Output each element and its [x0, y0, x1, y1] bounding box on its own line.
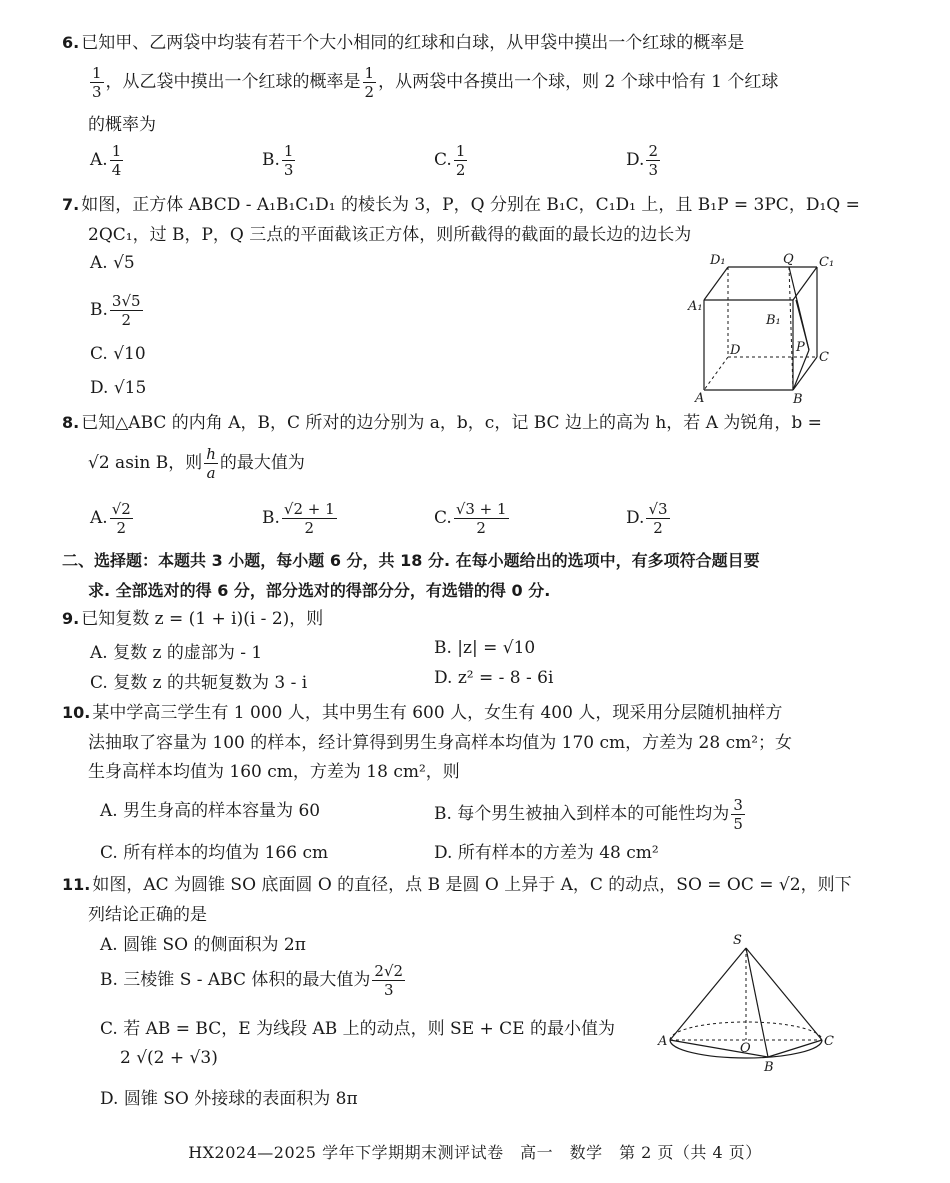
option-d: D. $\frac{√3}{2}$ [626, 500, 668, 537]
question-text: 的概率为 [88, 115, 156, 135]
label-q: Q [783, 252, 794, 267]
question-text: ，从乙袋中摸出一个红球的概率是 [105, 72, 361, 92]
label-c: C [824, 1034, 834, 1049]
fraction: $\frac{1}{2}$ [364, 64, 375, 101]
question-text: 如图，正方体 ABCD - A₁B₁C₁D₁ 的棱长为 3，P，Q 分别在 B₁C，C₁D₁ 上，且 B₁P = 3PC，D₁Q = [81, 195, 860, 215]
label-a: A [658, 1034, 668, 1049]
question-text: 生身高样本均值为 160 cm，方差为 18 cm²，则 [88, 762, 460, 782]
option-d: D. √15 [90, 378, 147, 398]
label-b: B [793, 392, 803, 407]
question-text: 如图，AC 为圆锥 SO 底面圆 O 的直径，点 B 是圆 O 上异于 A，C 的动点，SO = OC = √2，则下 [92, 875, 852, 895]
question-text: √2 asin B，则 [88, 453, 203, 473]
label-b: B [764, 1060, 774, 1075]
cube-figure [686, 250, 836, 408]
question-number: 7. [62, 195, 80, 214]
option-b: B. 每个男生被抽入到样本的可能性均为 $\frac{3}{5}$ [434, 796, 743, 833]
label-o: O [740, 1041, 751, 1056]
option-d: D. 圆锥 SO 外接球的表面积为 8π [100, 1089, 358, 1109]
option-a: A. 男生身高的样本容量为 60 [100, 801, 321, 821]
fraction: $\frac{1}{3}$ [92, 64, 102, 101]
question-text: 已知甲、乙两袋中均装有若干个大小相同的红球和白球，从甲袋中摸出一个红球的概率是 [81, 33, 745, 53]
option-c: C. √10 [90, 344, 146, 364]
question-text: 法抽取了容量为 100 的样本，经计算得到男生身高样本均值为 170 cm，方差为 28 cm²；女 [88, 733, 793, 753]
label-c: C [819, 350, 829, 365]
question-text: 已知△ABC 的内角 A，B，C 所对的边分别为 a，b，c，记 BC 边上的高为 h，若 A 为锐角，b = [81, 413, 822, 433]
option-c: C. $\frac{√3 + 1}{2}$ [434, 500, 507, 537]
question-text: 的最大值为 [219, 453, 305, 473]
option-d: D. 所有样本的方差为 48 cm² [434, 843, 659, 863]
option-d: D. z² = - 8 - 6i [434, 668, 554, 688]
option-a: A. $\frac{√2}{2}$ [90, 500, 131, 537]
option-b: B. $\frac{√2 + 1}{2}$ [262, 500, 335, 537]
option-c: C. 所有样本的均值为 166 cm [100, 843, 329, 863]
label-c1: C₁ [819, 255, 835, 270]
page-footer: HX2024—2025 学年下学期期末测评试卷 高一 数学 第 2 页（共 4 页） [188, 1143, 762, 1162]
question-number: 6. [62, 33, 80, 52]
option-a: A. 复数 z 的虚部为 - 1 [90, 643, 263, 663]
label-a1: A₁ [688, 299, 703, 314]
question-text: ，从两袋中各摸出一个球，则 2 个球中恰有 1 个红球 [378, 72, 779, 92]
option-b: B. 三棱锥 S - ABC 体积的最大值为 $\frac{2√2}{3}$ [100, 962, 404, 999]
label-b1: B₁ [766, 313, 781, 328]
option-b: B. $\frac{3√5}{2}$ [90, 292, 141, 329]
question-text: 列结论正确的是 [88, 905, 207, 925]
option-d: D. $\frac{2}{3}$ [626, 142, 658, 179]
exam-page: 6. 已知甲、乙两袋中均装有若干个大小相同的红球和白球，从甲袋中摸出一个红球的概率是 $\frac{1}{3}$ ，从乙袋中摸出一个红球的概率是 $\frac{1}{2}$ ，从两袋中各摸出一个球，则 2 个球中恰有 1 个红球 的概率为 A. $\frac{1}{4}$ B. $\frac{1}{3}$ C. $\frac{1}{2}$ D. $\frac{2}{3}$ 7. 如图，正方体 ABCD - A₁B₁C₁D₁ 的棱长为 3，P，Q 分别在 B₁C，C₁D₁ 上，且 B₁P = 3PC，D₁Q = 2QC₁，过 B，P，Q 三点的平面截该正方体，则所截得的截面的最长边的边长为 A. √5 B. $\frac{3√5}{2}$ C. √10 D. √15 D₁ Q C₁ A₁ B₁ D P C A B 8. 已知△ABC 的内角 A，B，C 所对的边分别为 a，b，c，记 BC 边上的高为 h，若 A 为锐角，b = √2 asin B，则 $\frac{h}{a}$ 的最大值为 A. $\frac{√2}{2}$ B. $\frac{√2 + 1}{2}$ C. $\frac{√3 + 1}{2}$ D. $\frac{√3}{2}$ 二、选择题：本题共 3 小题，每小题 6 分，共 18 分. 在每小题给出的选项中，有多项符合题目要 求. 全部选对的得 6 分，部分选对的得部分分，有选错的得 0 分. 9. 已知复数 z = (1 + i)(i - 2)，则 A. 复数 z 的虚部为 - 1 B. |z| = √10 C. 复数 z 的共轭复数为 3 - i D. z² = - 8 - 6i 10. 某中学高三学生有 1 000 人，其中男生有 600 人，女生有 400 人，现采用分层随机抽样方 法抽取了容量为 100 的样本，经计算得到男生身高样本均值为 170 cm，方差为 28 cm²；女 生身高样本均值为 160 cm，方差为 18 cm²，则 A. 男生身高的样本容量为 60 B. 每个男生被抽入到样本的可能性均为 $\frac{3}{5}$ C. 所有样本的均值为 166 cm D. 所有样本的方差为 48 cm² 11. 如图，AC 为圆锥 SO 底面圆 O 的直径，点 B 是圆 O 上异于 A，C 的动点，SO = OC = √2，则下 列结论正确的是 A. 圆锥 SO 的侧面积为 2π B. 三棱锥 S - ABC 体积的最大值为 $\frac{2√2}{3}$ C. 若 AB = BC，E 为线段 AB 上的动点，则 SE + CE 的最小值为 2 √(2 + √3) D. 圆锥 SO 外接球的表面积为 8π S A O C B HX2024—2025 学年下学期期末测评试卷 高一 数学 第 2 页（共 4 页） [0, 0, 950, 1183]
option-b: B. |z| = √10 [434, 638, 536, 658]
label-d: D [730, 343, 741, 358]
option-b: B. $\frac{1}{3}$ [262, 142, 294, 179]
option-c: C. $\frac{1}{2}$ [434, 142, 466, 179]
label-d1: D₁ [710, 253, 726, 268]
option-c: C. 复数 z 的共轭复数为 3 - i [90, 673, 308, 693]
question-number: 11. [62, 875, 91, 894]
option-a: A. √5 [90, 253, 135, 273]
cone-figure [656, 928, 836, 1078]
question-text: 已知复数 z = (1 + i)(i - 2)，则 [81, 609, 324, 629]
question-number: 10. [62, 703, 91, 722]
label-a: A [695, 391, 705, 406]
option-c-line1: C. 若 AB = BC，E 为线段 AB 上的动点，则 SE + CE 的最小值为 [100, 1019, 615, 1039]
fraction: $\frac{h}{a}$ [206, 445, 216, 482]
option-a: A. 圆锥 SO 的侧面积为 2π [100, 935, 306, 955]
option-a: A. $\frac{1}{4}$ [90, 142, 122, 179]
question-number: 8. [62, 413, 80, 432]
label-p: P [796, 340, 805, 355]
label-s: S [733, 933, 742, 948]
question-text: 某中学高三学生有 1 000 人，其中男生有 600 人，女生有 400 人，现采用分层随机抽样方 [92, 703, 783, 723]
question-number: 9. [62, 609, 80, 628]
question-text: 2QC₁，过 B，P，Q 三点的平面截该正方体，则所截得的截面的最长边的边长为 [88, 225, 692, 245]
option-c-line2: 2 √(2 + √3) [120, 1048, 218, 1068]
